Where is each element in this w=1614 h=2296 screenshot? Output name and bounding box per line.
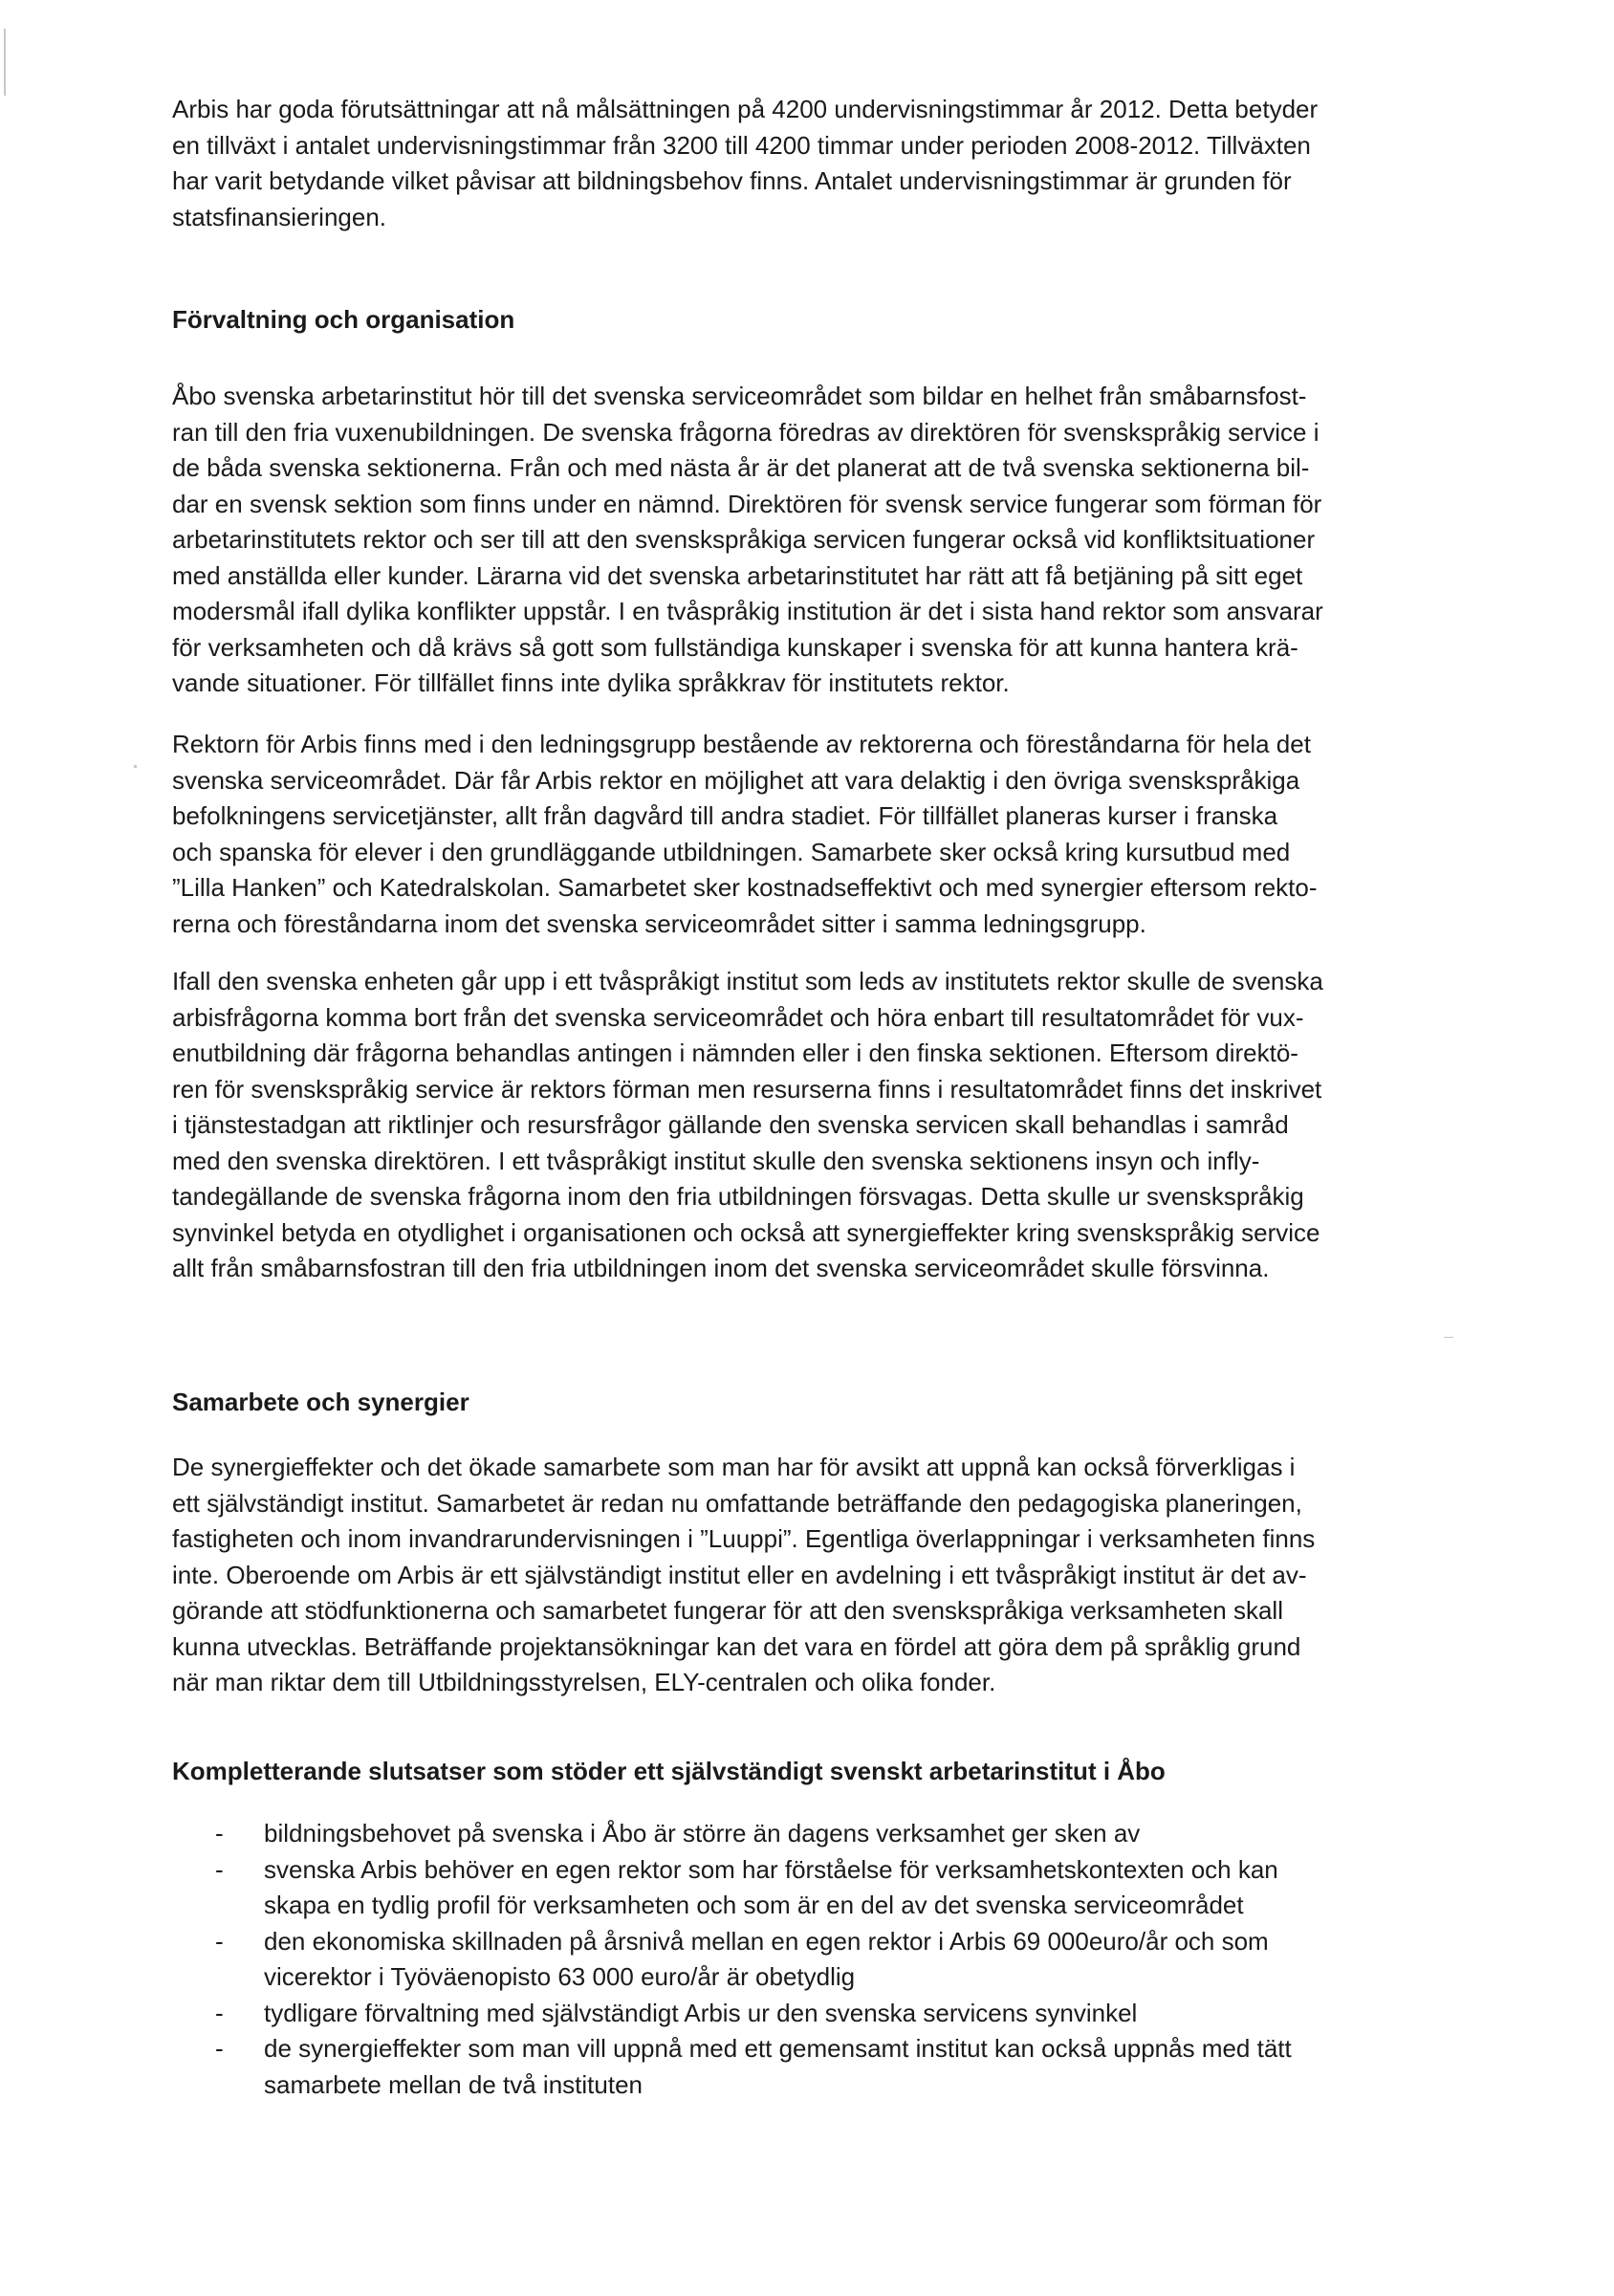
forvaltning-paragraph-3-block xyxy=(172,964,1597,1287)
list-item xyxy=(172,1996,1597,2032)
slutsatser-list-block xyxy=(172,1816,1597,2103)
scan-edge-mark xyxy=(4,29,6,96)
list-item-text: bildningsbehovet på svenska i Åbo är större än dagens verksamhet ger sken av xyxy=(264,1819,1141,1848)
list-item xyxy=(172,1924,1597,1996)
list-item xyxy=(172,2031,1597,2103)
list-item-text: de synergieffekter som man vill uppnå med ett gemensamt institut kan också uppnås med tätt samarbete mellan de två instituten xyxy=(264,2034,1292,2099)
conclusion-list xyxy=(172,1816,1597,2103)
scan-edge-mark xyxy=(134,765,137,768)
forvaltning-paragraph-2-block xyxy=(172,727,1597,942)
intro-paragraph: Arbis har goda förutsättningar att nå målsättningen på 4200 undervisningstimmar år 2012. Detta betyder en tillväxt i antalet undervisningstimmar från 3200 till 4200 timmar under perioden 2008-2012. Tillväxten har varit betydande vilket påvisar att bildningsbehov finns. Antalet undervisningstimmar är grunden för statsfinansieringen. xyxy=(172,95,1319,231)
body-paragraph: Rektorn för Arbis finns med i den ledningsgrupp bestående av rektorerna och föreståndarna för hela det svenska serviceområdet. Där får Arbis rektor en möjlighet att vara delaktig i den övriga svenskspråkiga befolkningens servicetjänster, allt från dagvård till andra stadiet. För tillfället planeras kurser i franska och spanska för elever i den grundläggande utbildningen. Samarbete sker också kring kursutbud med ”Lilla Hanken” och Katedralskolan. Samarbetet sker kostnadseffektivt och med synergier eftersom rekto- rerna och föreståndarna inom det svenska serviceområdet sitter i samma ledningsgrupp. xyxy=(172,730,1318,938)
list-item-text: den ekonomiska skillnaden på årsnivå mellan en egen rektor i Arbis 69 000euro/år och som vicerektor i Työväenopisto 63 000 euro/år är obetydlig xyxy=(264,1926,1269,1991)
samarbete-paragraph-block xyxy=(172,1450,1597,1701)
list-item-text: svenska Arbis behöver en egen rektor som har förståelse för verksamhetskontexten och kan skapa en tydlig profil för verksamheten och som är en del av det svenska serviceområdet xyxy=(264,1854,1278,1919)
body-paragraph: Ifall den svenska enheten går upp i ett tvåspråkigt institut som leds av institutets rektor skulle de svenska arbisfrågorna komma bort från det svenska serviceområdet och höra enbart till resultatområdet för vux- enutbildning där frågorna behandlas antingen i nämnden eller i den finska sektionen. Eftersom direktö- ren för svenskspråkig service är rektors förman men resurserna finns i resultatområdet finns det inskrivet i tjänstestadgan att riktlinjer och resursfrågor gällande den svenska servicen skall behandlas i samråd med den svenska direktören. I ett tvåspråkigt institut skulle den svenska sektionens insyn och infly- tandegällande de svenska frågorna inom den fria utbildningen försvagas. Detta skulle ur svenskspråkig synvinkel betyda en otydlighet i organisationen och också att synergieffekter kring svenskspråkig service allt från småbarnsfostran till den fria utbildningen inom det svenska serviceområdet skulle försvinna. xyxy=(172,967,1323,1282)
bullet-dash: - xyxy=(215,1854,224,1884)
forvaltning-paragraph-1-block xyxy=(172,379,1597,702)
bullet-dash: - xyxy=(215,1998,224,2027)
list-item-text: tydligare förvaltning med självständigt Arbis ur den svenska servicens synvinkel xyxy=(264,1998,1138,2027)
list-item xyxy=(172,1816,1597,1852)
intro-section xyxy=(172,92,1597,235)
scan-edge-mark xyxy=(1444,1337,1453,1338)
section-forvaltning xyxy=(172,302,1597,338)
body-paragraph: Åbo svenska arbetarinstitut hör till det svenska serviceområdet som bildar en helhet från småbarnsfost- ran till den fria vuxenubildningen. De svenska frågorna föredras av direktören för svenskspråkig service i de båda svenska sektionerna. Från och med nästa år är det planerat att de två svenska sektionerna bil- dar en svensk sektion som finns under en nämnd. Direktören för svensk service fungerar som förman för arbetarinstitutets rektor och ser till att den svenskspråkiga servicen fungerar också vid konfliktsituationer med anställda eller kunder. Lärarna vid det svenska arbetarinstitutet har rätt att få betjäning på sitt eget modersmål ifall dylika konflikter uppstår. I en tvåspråkig institution är det i sista hand rektor som ansvarar för verksamheten och då krävs så gott som fullständiga kunskaper i svenska för att kunna hantera krä- vande situationer. För tillfället finns inte dylika språkkrav för institutets rektor. xyxy=(172,382,1323,697)
section-slutsatser xyxy=(172,1754,1597,1789)
bullet-dash: - xyxy=(215,1926,224,1956)
section-heading: Samarbete och synergier xyxy=(172,1388,469,1416)
body-paragraph: De synergieffekter och det ökade samarbete som man har för avsikt att uppnå kan också förverkligas i ett självständigt institut. Samarbetet är redan nu omfattande beträffande den pedagogiska planeringen, fastigheten och inom invandrarundervisningen i ”Luuppi”. Egentliga överlappningar i verksamheten finns inte. Oberoende om Arbis är ett självständigt institut eller en avdelning i ett tvåspråkigt institut är det av- görande att stödfunktionerna och samarbetet fungerar för att den svenskspråkiga verksamheten skall kunna utvecklas. Beträffande projektansökningar kan det vara en fördel att göra dem på språklig grund när man riktar dem till Utbildningsstyrelsen, ELY-centralen och olika fonder. xyxy=(172,1453,1316,1696)
section-heading: Kompletterande slutsatser som stöder ett självständigt svenskt arbetarinstitut i Åbo xyxy=(172,1757,1166,1785)
section-samarbete xyxy=(172,1385,1597,1420)
list-item xyxy=(172,1852,1597,1924)
section-heading: Förvaltning och organisation xyxy=(172,305,515,334)
bullet-dash: - xyxy=(215,2034,224,2063)
bullet-dash: - xyxy=(215,1819,224,1848)
